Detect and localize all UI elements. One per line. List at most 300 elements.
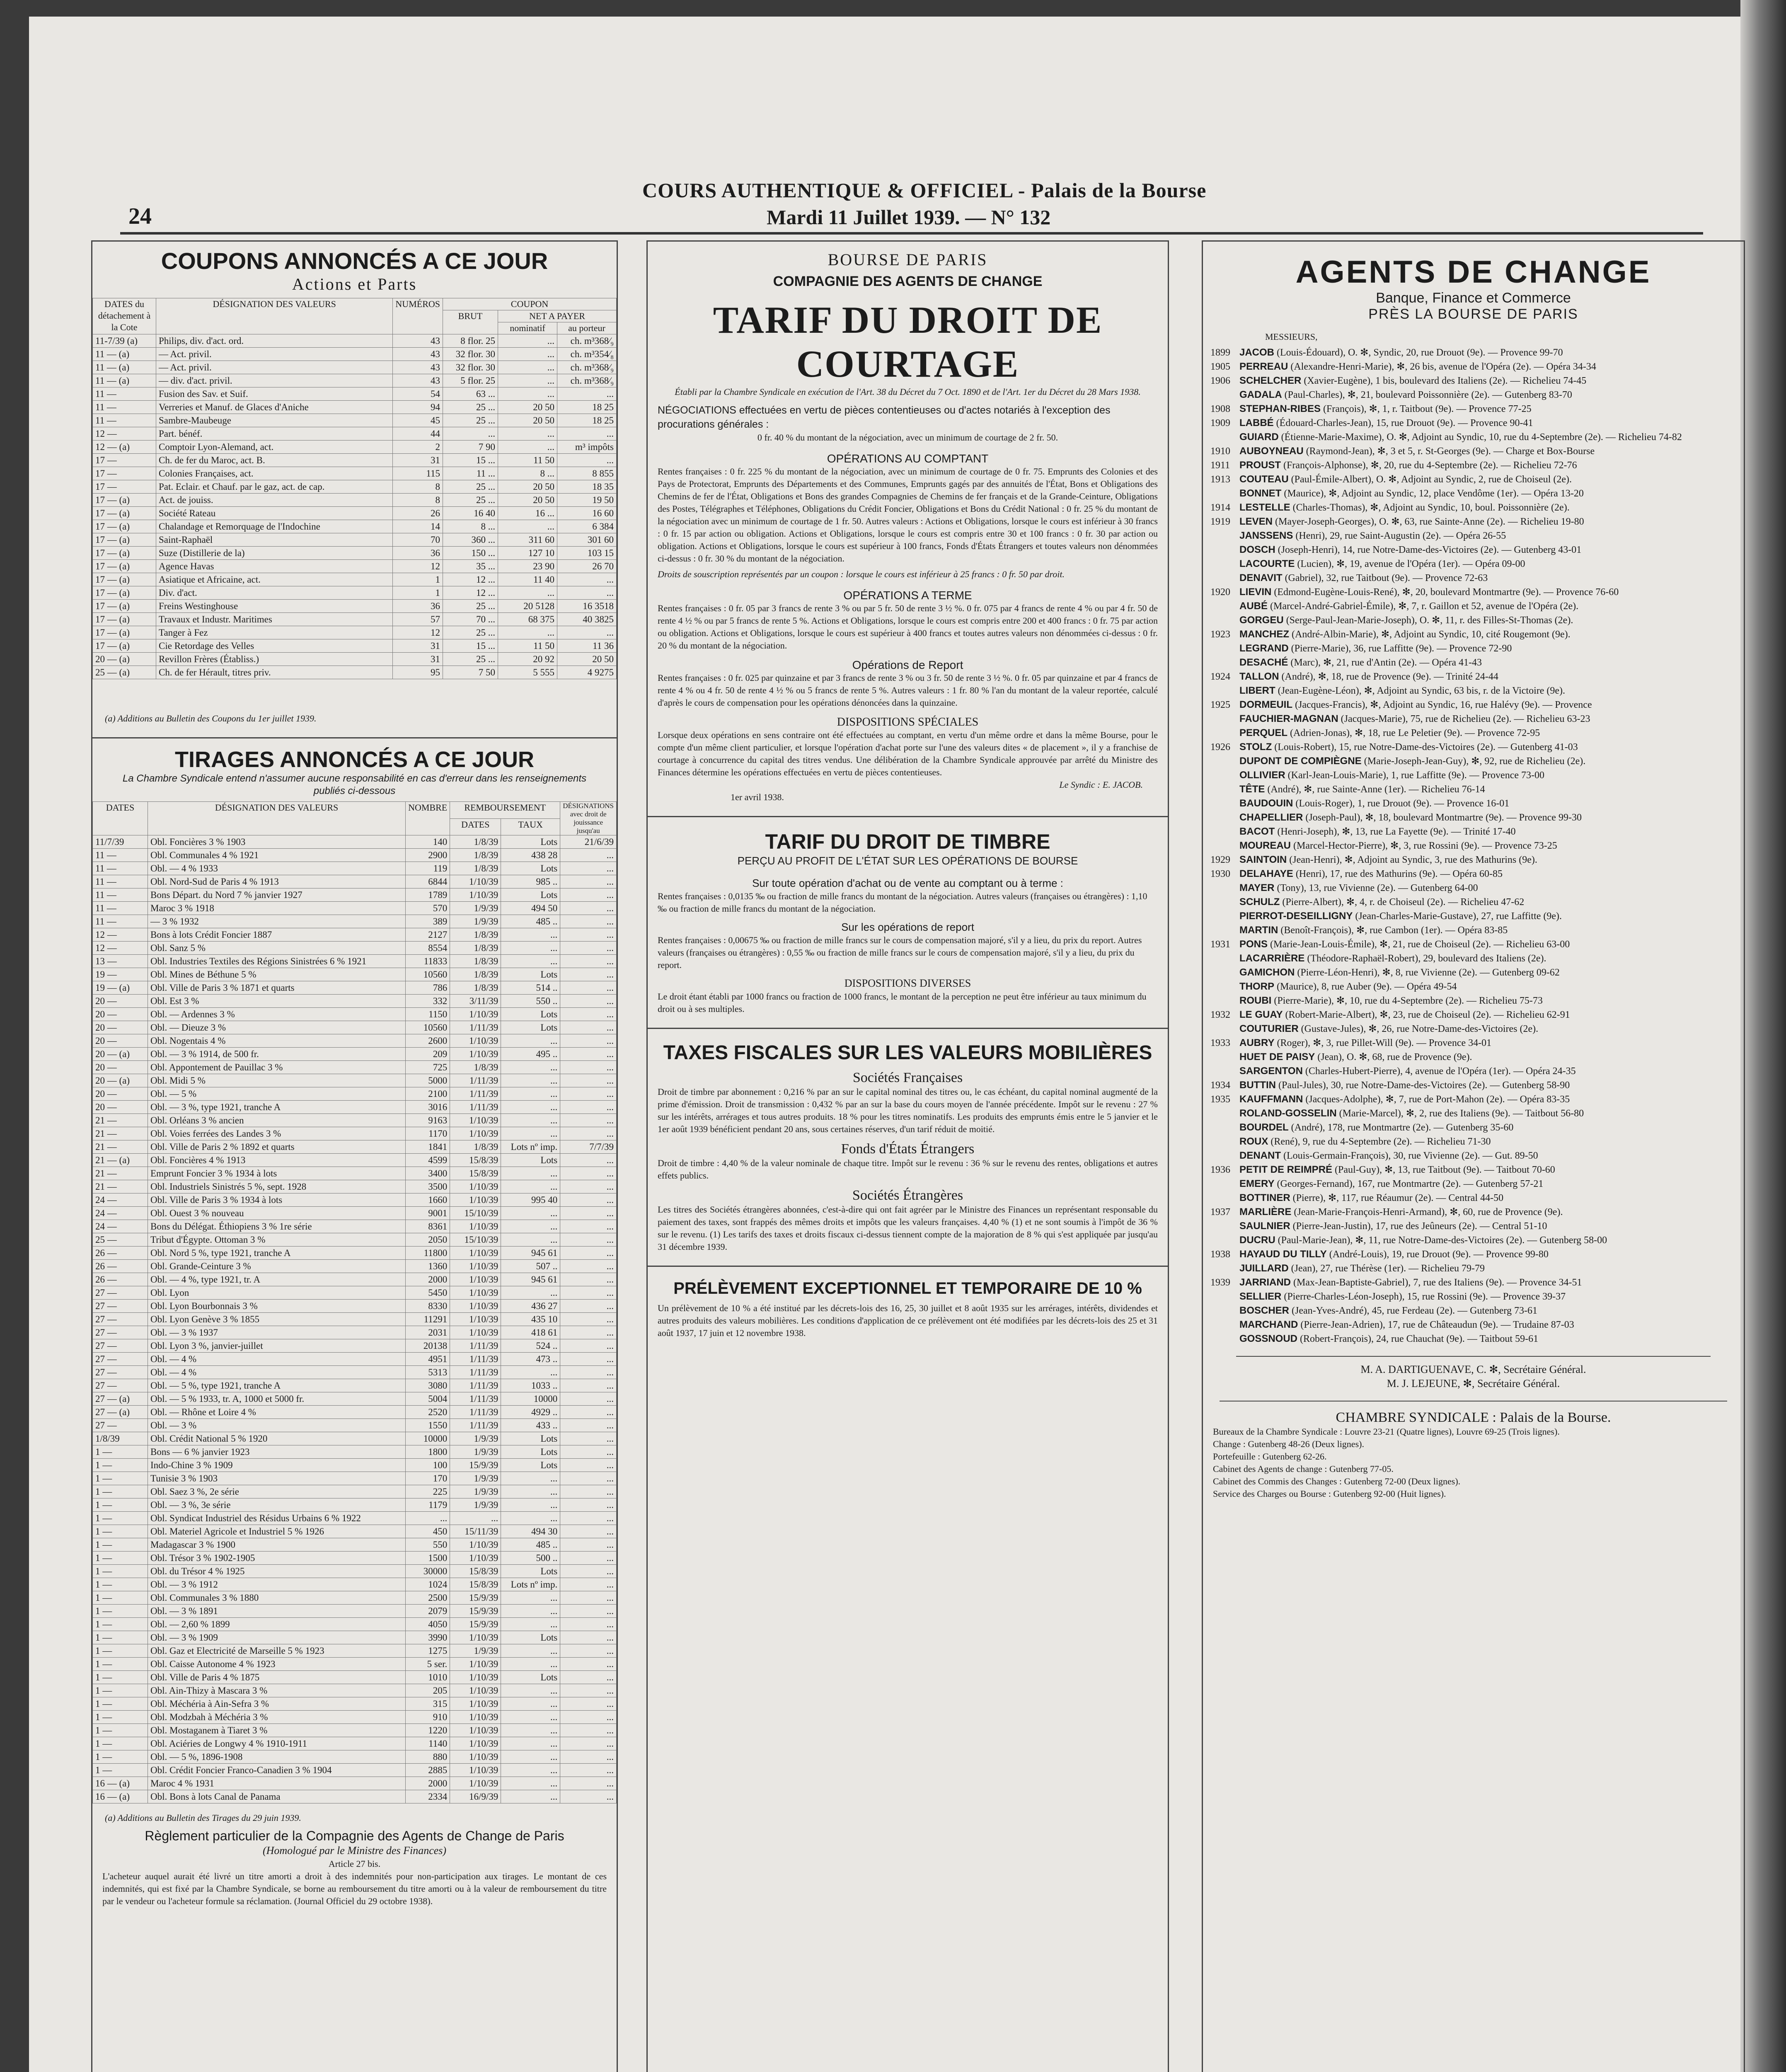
- timbre-report-heading: Sur les opérations de report: [841, 921, 974, 933]
- coupon-row-cell: 11 —: [93, 387, 156, 401]
- tirage-row-cell: 1 —: [93, 1552, 148, 1565]
- tirage-row-cell: Obl. Ain-Thizy à Mascara 3 %: [148, 1684, 406, 1697]
- agent-entry: [1203, 825, 1744, 839]
- tirage-row-cell: Bons du Délégat. Éthiopiens 3 % 1re série: [148, 1220, 406, 1233]
- tirage-row-cell: 5000: [406, 1074, 450, 1087]
- tirage-row-cell: 1/11/39: [450, 1101, 501, 1114]
- tirage-row-cell: ...: [560, 1339, 617, 1353]
- agent-year: 1913: [1210, 474, 1230, 485]
- tirage-row-cell: Obl. — Ardennes 3 %: [148, 1008, 406, 1021]
- tirage-row-cell: ...: [501, 928, 560, 942]
- tirage-row-cell: 1 —: [93, 1525, 148, 1538]
- coupon-row-cell: 11-7/39 (a): [93, 334, 156, 348]
- agent-name: LABBÉ: [1239, 417, 1274, 428]
- tirage-row-cell: 433 ..: [501, 1419, 560, 1432]
- tirage-row-cell: 27 —: [93, 1286, 148, 1300]
- tirage-row-cell: 1800: [406, 1445, 450, 1459]
- signature-date: 1er avril 1938.: [731, 792, 784, 802]
- tirage-row-cell: ...: [560, 1525, 617, 1538]
- tirage-row-cell: 1220: [406, 1724, 450, 1737]
- tirage-row-cell: 16/9/39: [450, 1790, 501, 1803]
- tirage-row: [93, 1273, 617, 1286]
- tirage-row-cell: 1/10/39: [450, 1697, 501, 1711]
- agent-name: AUBRY: [1239, 1037, 1275, 1048]
- agent-details: (Pierre-Marie), 36, rue Laffitte (9e). — Provence 72-90: [1291, 643, 1512, 654]
- tirage-row-cell: ...: [560, 1406, 617, 1419]
- taxes-title: TAXES FISCALES SUR LES VALEURS MOBILIÈRES: [663, 1042, 1152, 1064]
- agent-details: (Edmond-Eugène-Louis-René), ✻, 20, boulevard Montmartre (9e). — Provence 76-60: [1274, 587, 1619, 598]
- coupon-row-cell: 17 — (a): [93, 613, 156, 626]
- tirage-row: [93, 915, 617, 928]
- agent-entry: [1203, 1219, 1744, 1233]
- coupon-row-cell: 17 —: [93, 454, 156, 467]
- tirage-row-cell: Bons — 6 % janvier 1923: [148, 1445, 406, 1459]
- tirage-row-cell: ...: [501, 1764, 560, 1777]
- agent-name: JARRIAND: [1239, 1277, 1291, 1288]
- agent-name: MARLIÈRE: [1239, 1206, 1292, 1218]
- tirage-row-cell: ...: [501, 1591, 560, 1605]
- agent-name: STEPHAN-RIBES: [1239, 403, 1321, 414]
- coupon-row: [93, 560, 617, 573]
- tirage-row-cell: Lots: [501, 1154, 560, 1167]
- tirage-row-cell: 27 —: [93, 1300, 148, 1313]
- coupon-row-cell: 11 —: [93, 401, 156, 414]
- tirage-row-cell: 15/8/39: [450, 1167, 501, 1180]
- col-t-designation: DÉSIGNATION DES VALEURS: [148, 802, 406, 835]
- coupon-row-cell: 25 ...: [443, 653, 498, 666]
- coupon-row-cell: Philips, div. d'act. ord.: [156, 334, 393, 348]
- tirage-row-cell: 1 —: [93, 1538, 148, 1552]
- agent-entry: [1203, 1247, 1744, 1261]
- tirage-row-cell: ...: [450, 1512, 501, 1525]
- column-agents: [1202, 240, 1745, 2072]
- tirage-row-cell: Obl. Aciéries de Longwy 4 % 1910-1911: [148, 1737, 406, 1750]
- agent-entry: [1203, 670, 1744, 684]
- tirage-row-cell: ...: [501, 1220, 560, 1233]
- tirage-row-cell: Lots: [501, 1445, 560, 1459]
- tirage-row-cell: ...: [560, 1538, 617, 1552]
- agent-entry: [1203, 1261, 1744, 1276]
- tirage-row-cell: 1/11/39: [450, 1021, 501, 1034]
- agent-year: 1925: [1210, 700, 1230, 710]
- agent-details: (Henri-Joseph), ✻, 13, rue La Fayette (9e). — Trinité 17-40: [1277, 826, 1516, 837]
- prelevement-text: Un prélèvement de 10 % a été institué par les décrets-lois des 16, 25, 30 juillet et 8 août 1935 sur les arrérages, intérêts, dividendes et autres produits des valeurs mobilières. Les conditions d'application de ce prélèvement ont été modifiées par les décrets-lois des 25 et 31 août 1937, 17 juin et 12 novembre 1938.: [658, 1303, 1158, 1338]
- coupon-row-cell: ...: [498, 348, 557, 361]
- tirage-row-cell: Obl. Sanz 5 %: [148, 942, 406, 955]
- tirage-row-cell: ...: [501, 1034, 560, 1048]
- tirage-row-cell: 1/10/39: [450, 1724, 501, 1737]
- coupon-row: [93, 507, 617, 520]
- chambre-line: Bureaux de la Chambre Syndicale : Louvre 23-21 (Quatre lignes), Louvre 69-25 (Trois lignes).: [1213, 1426, 1560, 1437]
- tirage-row-cell: 1/8/39: [450, 849, 501, 862]
- col-brut: BRUT: [443, 310, 498, 334]
- coupon-row-cell: Act. de jouiss.: [156, 494, 393, 507]
- agent-entry: [1203, 641, 1744, 656]
- tirage-row-cell: Obl. — 3 % 1891: [148, 1605, 406, 1618]
- coupon-row-cell: Cie Retordage des Velles: [156, 639, 393, 653]
- coupon-row-cell: 16 40: [443, 507, 498, 520]
- tirage-row-cell: 1150: [406, 1008, 450, 1021]
- tirage-row-cell: ...: [501, 1644, 560, 1658]
- agent-name: ROLAND-GOSSELIN: [1239, 1108, 1337, 1119]
- tirage-row-cell: ...: [560, 1034, 617, 1048]
- tirage-row-cell: ...: [560, 1432, 617, 1445]
- tirage-row-cell: ...: [501, 1711, 560, 1724]
- tirage-row-cell: ...: [560, 1366, 617, 1379]
- coupon-row-cell: 8 ...: [498, 467, 557, 480]
- chambre-syndicale-title: CHAMBRE SYNDICALE : Palais de la Bourse.: [1336, 1410, 1611, 1425]
- tirage-row-cell: 5313: [406, 1366, 450, 1379]
- coupon-row-cell: 11 — (a): [93, 348, 156, 361]
- agent-name: TALLON: [1239, 671, 1279, 682]
- coupon-row-cell: 127 10: [498, 547, 557, 560]
- reglement-subtitle: (Homologué par le Ministre des Finances): [262, 1844, 447, 1857]
- tirage-row-cell: 1140: [406, 1737, 450, 1750]
- agent-details: (Pierre), ✻, 117, rue Réaumur (2e). — Central 44-50: [1292, 1193, 1504, 1203]
- coupon-row-cell: 2: [393, 441, 443, 454]
- tirage-row-cell: 1841: [406, 1140, 450, 1154]
- tirage-row-cell: 8554: [406, 942, 450, 955]
- agent-details: (André), 178, rue Montmartre (2e). — Gutenberg 35-60: [1291, 1122, 1514, 1133]
- agent-details: (Paul-Guy), ✻, 13, rue Taitbout (9e). — Taitbout 70-60: [1335, 1164, 1555, 1175]
- col-t-dates: DATES: [93, 802, 148, 835]
- tirage-row-cell: Obl. Saez 3 %, 2e série: [148, 1485, 406, 1498]
- tirage-row-cell: 1/8/39: [450, 968, 501, 981]
- tirage-row-cell: 1275: [406, 1644, 450, 1658]
- publication-title: COURS AUTHENTIQUE & OFFICIEL - Palais de la Bourse: [642, 179, 1207, 202]
- coupon-row: [93, 600, 617, 613]
- tirage-row-cell: 27 —: [93, 1366, 148, 1379]
- tirage-row-cell: Obl. Grande-Ceinture 3 %: [148, 1260, 406, 1273]
- agent-year: 1930: [1210, 869, 1230, 879]
- agent-details: (Marc), ✻, 21, rue d'Antin (2e). — Opéra 41-43: [1290, 657, 1482, 668]
- coupon-row: [93, 613, 617, 626]
- agent-year: 1934: [1210, 1080, 1230, 1091]
- tirage-row-cell: 450: [406, 1525, 450, 1538]
- coupon-row-cell: 35 ...: [443, 560, 498, 573]
- tirage-row-cell: 20 —: [93, 1008, 148, 1021]
- coupon-row-cell: Saint-Raphaël: [156, 533, 393, 547]
- tirage-row-cell: 485 ..: [501, 1538, 560, 1552]
- tirage-row-cell: 1 —: [93, 1644, 148, 1658]
- tirage-row-cell: 10000: [501, 1392, 560, 1406]
- page-number: 24: [128, 203, 152, 229]
- coupon-row: [93, 361, 617, 374]
- agent-year: 1914: [1210, 502, 1230, 513]
- agent-entry: [1203, 1163, 1744, 1177]
- tirage-row-cell: 1/10/39: [450, 1180, 501, 1193]
- coupon-row-cell: 16 3518: [557, 600, 617, 613]
- tirage-row: [93, 1392, 617, 1406]
- agent-entry: [1203, 1290, 1744, 1304]
- coupon-row-cell: ...: [498, 374, 557, 387]
- tirage-row-cell: 1/10/39: [450, 1273, 501, 1286]
- coupon-row-cell: Pat. Eclair. et Chauf. par le gaz, act. de cap.: [156, 480, 393, 494]
- agent-name: BUTTIN: [1239, 1080, 1276, 1091]
- agent-details: (Maurice), ✻, Adjoint au Syndic, 12, place Vendôme (1er). — Opéra 13-20: [1284, 488, 1584, 499]
- tirage-row-cell: 1/10/39: [450, 875, 501, 888]
- agent-entry: [1203, 557, 1744, 571]
- agent-details: (Alexandre-Henri-Marie), ✻, 26 bis, avenue de l'Opéra (2e). — Opéra 34-34: [1290, 361, 1596, 372]
- tirage-row-cell: 24 —: [93, 1207, 148, 1220]
- tirage-row-cell: Obl. — 4 %: [148, 1366, 406, 1379]
- agent-name: DUPONT DE COMPIÈGNE: [1239, 755, 1362, 767]
- tirage-row: [93, 1538, 617, 1552]
- coupon-row-cell: 4 9275: [557, 666, 617, 679]
- tirage-row-cell: 4951: [406, 1353, 450, 1366]
- coupon-row-cell: 17 — (a): [93, 533, 156, 547]
- coupon-row-cell: 26 70: [557, 560, 617, 573]
- agent-name: SCHULZ: [1239, 896, 1280, 908]
- agent-name: ROUBI: [1239, 995, 1272, 1006]
- tirage-row-cell: 1/11/39: [450, 1087, 501, 1101]
- tirage-row-cell: 945 61: [501, 1247, 560, 1260]
- tirage-row-cell: Obl. Lyon 3 %, janvier-juillet: [148, 1339, 406, 1353]
- tirage-row-cell: 435 10: [501, 1313, 560, 1326]
- agent-name: GAMICHON: [1239, 967, 1295, 978]
- tarif-courtage-title: TARIF DU DROIT DE COURTAGE: [713, 299, 1103, 385]
- tirage-row-cell: Obl. Méchéria à Ain-Sefra 3 %: [148, 1697, 406, 1711]
- coupon-row-cell: 68 375: [498, 613, 557, 626]
- agent-entry: [1203, 585, 1744, 599]
- tirage-row-cell: 11 —: [93, 862, 148, 875]
- tirage-row-cell: 1 —: [93, 1512, 148, 1525]
- coupon-row-cell: 44: [393, 427, 443, 441]
- net-header: NET A PAYER: [498, 310, 617, 322]
- tirage-row: [93, 1366, 617, 1379]
- coupon-row-cell: ...: [498, 441, 557, 454]
- tirage-row-cell: 2100: [406, 1087, 450, 1101]
- agent-entry: [1203, 1064, 1744, 1078]
- agent-details: (Jean), O. ✻, 68, rue de Provence (9e).: [1317, 1052, 1472, 1063]
- tirage-row: [93, 1247, 617, 1260]
- tirage-row-cell: Lots: [501, 968, 560, 981]
- tirage-row-cell: 1/10/39: [450, 1552, 501, 1565]
- company-name: COMPAGNIE DES AGENTS DE CHANGE: [773, 274, 1043, 289]
- tirage-row-cell: ...: [560, 1618, 617, 1631]
- agent-year: 1932: [1210, 1009, 1230, 1020]
- coupon-row-cell: 17 — (a): [93, 586, 156, 600]
- tirage-row-cell: Obl. — 5 %, type 1921, tranche A: [148, 1379, 406, 1392]
- agent-year: 1938: [1210, 1249, 1230, 1260]
- coupon-row-cell: 17 — (a): [93, 600, 156, 613]
- tirage-row-cell: Obl. du Trésor 4 % 1925: [148, 1565, 406, 1578]
- agent-entry: [1203, 1135, 1744, 1149]
- tirage-row-cell: Lots: [501, 1459, 560, 1472]
- coupon-row-cell: 23 90: [498, 560, 557, 573]
- tirage-row-cell: ...: [501, 942, 560, 955]
- tirage-row-cell: 1/9/39: [450, 1485, 501, 1498]
- secretary-1: M. A. DARTIGUENAVE, C. ✻, Secrétaire Général.: [1360, 1363, 1586, 1375]
- coupon-row-cell: 57: [393, 613, 443, 626]
- agent-details: (Pierre-Léon-Henri), ✻, 8, rue Vivienne (2e). — Gutenberg 09-62: [1297, 967, 1560, 978]
- coupon-row-cell: 20 92: [498, 653, 557, 666]
- tirage-row-cell: 1 —: [93, 1459, 148, 1472]
- tirage-row-cell: Lots nº imp.: [501, 1578, 560, 1591]
- chambre-line: Service des Charges ou Bourse : Gutenberg 92-00 (Huit lignes).: [1213, 1489, 1446, 1499]
- tirage-row-cell: ...: [501, 1180, 560, 1193]
- agent-name: KAUFFMANN: [1239, 1094, 1303, 1105]
- agent-details: (Pierre-Charles-Léon-Joseph), 15, rue Rossini (9e). — Provence 39-37: [1284, 1291, 1566, 1302]
- secretary-2: M. J. LEJEUNE, ✻, Secrétaire Général.: [1387, 1377, 1560, 1389]
- tirage-row-cell: 495 ..: [501, 1048, 560, 1061]
- coupons-note: (a) Additions au Bulletin des Coupons du 1er juillet 1939.: [105, 713, 317, 724]
- tirage-row-cell: ...: [501, 1233, 560, 1247]
- coupon-row-cell: ...: [498, 387, 557, 401]
- column-coupons-tirages: [91, 240, 618, 2072]
- tirage-row-cell: 389: [406, 915, 450, 928]
- tirage-row-cell: 1010: [406, 1671, 450, 1684]
- tirage-row: [93, 942, 617, 955]
- agent-name: BOURDEL: [1239, 1122, 1289, 1133]
- agent-entry: [1203, 1191, 1744, 1205]
- tirage-row: [93, 1207, 617, 1220]
- agent-name: LIBERT: [1239, 685, 1275, 696]
- timbre-report-text: Rentes françaises : 0,00675 ‰ ou fraction de mille francs sur le cours de compensation majoré, s'il y a lieu, du prix du report. Autres valeurs (françaises ou étrangères) : 0,55 ‰ ou fraction de mille francs sur le cours de compensation majoré, s'il y a lieu, du prix du report.: [658, 935, 1142, 970]
- tirage-row-cell: ...: [501, 1074, 560, 1087]
- tirage-row-cell: 1660: [406, 1193, 450, 1207]
- coupon-row: [93, 480, 617, 494]
- tirage-row-cell: 10000: [406, 1432, 450, 1445]
- tirage-row-cell: 21 — (a): [93, 1154, 148, 1167]
- tirage-row-cell: 3500: [406, 1180, 450, 1193]
- tirage-row: [93, 1724, 617, 1737]
- coupon-row-cell: 150 ...: [443, 547, 498, 560]
- coupon-row-cell: 25 — (a): [93, 666, 156, 679]
- tirage-row-cell: ...: [560, 875, 617, 888]
- agent-name: COUTURIER: [1239, 1023, 1299, 1034]
- coupon-row-cell: Freins Westinghouse: [156, 600, 393, 613]
- coupon-row: [93, 427, 617, 441]
- tirage-row-cell: 514 ..: [501, 981, 560, 995]
- tirage-row-cell: Obl. Bons à lots Canal de Panama: [148, 1790, 406, 1803]
- tirage-row-cell: Obl. — 3 %: [148, 1419, 406, 1432]
- tirage-row-cell: 1/11/39: [450, 1353, 501, 1366]
- coupon-row-cell: 25 ...: [443, 401, 498, 414]
- agent-details: (Louis-Édouard), O. ✻, Syndic, 20, rue Drouot (9e). — Provence 99-70: [1277, 347, 1563, 358]
- tirage-row: [93, 1048, 617, 1061]
- coupon-row-cell: Ch. de fer Hérault, titres priv.: [156, 666, 393, 679]
- tirage-row-cell: Obl. — 3 % 1912: [148, 1578, 406, 1591]
- coupon-row-cell: 115: [393, 467, 443, 480]
- coupon-row-cell: 20 50: [498, 480, 557, 494]
- coupon-row: [93, 626, 617, 639]
- tirage-row-cell: 524 ..: [501, 1339, 560, 1353]
- coupon-row-cell: 8: [393, 494, 443, 507]
- tirage-row-cell: 5 ser.: [406, 1658, 450, 1671]
- coupon-row-cell: 20 — (a): [93, 653, 156, 666]
- tirage-row-cell: Lots: [501, 1671, 560, 1684]
- tirage-row-cell: 1550: [406, 1419, 450, 1432]
- tirage-row: [93, 1565, 617, 1578]
- tirage-row: [93, 1167, 617, 1180]
- tirage-row-cell: 20 —: [93, 1021, 148, 1034]
- tirage-row-cell: ...: [560, 1167, 617, 1180]
- agent-entry: [1203, 867, 1744, 881]
- tirage-row-cell: 1/9/39: [450, 902, 501, 915]
- tirage-row: [93, 1313, 617, 1326]
- tirage-row-cell: Obl. — 3 %, 3e série: [148, 1498, 406, 1512]
- coupon-row-cell: 11 —: [93, 414, 156, 427]
- coupon-row-cell: ...: [557, 586, 617, 600]
- tirage-row: [93, 1114, 617, 1127]
- terme-text: Rentes françaises : 0 fr. 05 par 3 francs de rente 3 % ou par 5 fr. 50 de rente 3 ½ %. 0 fr. 075 par 4 francs de rente 4 % ou par 4 fr. 50 de rente 4 ½ % ou par 5 francs de rente 5 %. Actions et Obligations, lorsque le cours est compris entre 200 et 400 francs : 0 fr. 75 par action ou obligation. Actions et Obligations, lorsque le cours est supérieur à 400 francs et toutes autres valeurs non dénommées ci-dessus : 0 fr. 20 % du montant de la négociation.: [658, 603, 1158, 651]
- tirage-row-cell: ...: [560, 1087, 617, 1101]
- tirage-row-cell: ...: [560, 1008, 617, 1021]
- tirage-row-cell: Obl. Ville de Paris 2 % 1892 et quarts: [148, 1140, 406, 1154]
- tirage-row-cell: 25 —: [93, 1233, 148, 1247]
- tirage-row: [93, 1485, 617, 1498]
- tirage-row-cell: 485 ..: [501, 915, 560, 928]
- coupon-row-cell: Part. bénéf.: [156, 427, 393, 441]
- tirage-row-cell: ...: [560, 1658, 617, 1671]
- col-t-taux: TAUX: [501, 818, 560, 835]
- coupon-row-cell: 25 ...: [443, 414, 498, 427]
- coupon-row-cell: 32 flor. 30: [443, 348, 498, 361]
- tirage-row-cell: Obl. — 4 %, type 1921, tr. A: [148, 1273, 406, 1286]
- tirage-row: [93, 849, 617, 862]
- tirage-row: [93, 1101, 617, 1114]
- tirage-row-cell: 19 — (a): [93, 981, 148, 995]
- chambre-phone-list: [1203, 1426, 1744, 1500]
- agent-year: 1926: [1210, 742, 1230, 753]
- tirage-row-cell: 1/10/39: [450, 1750, 501, 1764]
- coupon-row-cell: 8 855: [557, 467, 617, 480]
- tirage-row-cell: 27 —: [93, 1326, 148, 1339]
- coupon-row-cell: Suze (Distillerie de la): [156, 547, 393, 560]
- coupon-row-cell: 17 — (a): [93, 560, 156, 573]
- coupon-row: [93, 374, 617, 387]
- agent-entry: [1203, 951, 1744, 966]
- agent-entry: [1203, 1022, 1744, 1036]
- tirage-row-cell: 8330: [406, 1300, 450, 1313]
- coupon-row-cell: 6 384: [557, 520, 617, 533]
- societes-etrangeres-title: Sociétés Étrangères: [852, 1188, 963, 1203]
- tirage-row: [93, 875, 617, 888]
- tirage-row-cell: Tribut d'Égypte. Ottoman 3 %: [148, 1233, 406, 1247]
- tirage-row: [93, 1737, 617, 1750]
- tirage-row-cell: ...: [501, 1167, 560, 1180]
- tirage-row-cell: 11 —: [93, 902, 148, 915]
- tirage-row-cell: 1/10/39: [450, 1247, 501, 1260]
- agent-year: 1939: [1210, 1277, 1230, 1288]
- tirage-row: [93, 902, 617, 915]
- coupon-row-cell: ...: [498, 427, 557, 441]
- agent-name: EMERY: [1239, 1178, 1275, 1189]
- tirage-row-cell: Obl. Lyon Bourbonnais 3 %: [148, 1300, 406, 1313]
- chambre-line: Cabinet des Commis des Changes : Gutenberg 72-00 (Deux lignes).: [1213, 1476, 1461, 1486]
- agent-entry: [1203, 458, 1744, 472]
- negociations-text: 0 fr. 40 % du montant de la négociation, avec un minimum de courtage de 2 fr. 50.: [757, 432, 1058, 443]
- page-header: [29, 153, 1740, 236]
- agent-details: (André-Louis), 19, rue Drouot (9e). — Provence 99-80: [1329, 1249, 1549, 1260]
- tirage-row: [93, 1061, 617, 1074]
- col-t-remb-dates: DATES: [450, 818, 501, 835]
- tirage-row-cell: ...: [560, 968, 617, 981]
- agents-list: [1203, 346, 1744, 1346]
- tirage-row-cell: Obl. — 5 %, 1896-1908: [148, 1750, 406, 1764]
- coupon-row-cell: 25 ...: [443, 600, 498, 613]
- tirage-row: [93, 1406, 617, 1419]
- agent-entry: [1203, 1121, 1744, 1135]
- agent-entry: [1203, 1304, 1744, 1318]
- tirage-row-cell: 1/10/39: [450, 1048, 501, 1061]
- issue-date: Mardi 11 Juillet 1939. — N° 132: [767, 206, 1051, 229]
- tirage-row-cell: 550: [406, 1538, 450, 1552]
- tirage-row-cell: 20 —: [93, 1101, 148, 1114]
- tirage-row-cell: 11/7/39: [93, 835, 148, 849]
- tirage-row-cell: 995 40: [501, 1193, 560, 1207]
